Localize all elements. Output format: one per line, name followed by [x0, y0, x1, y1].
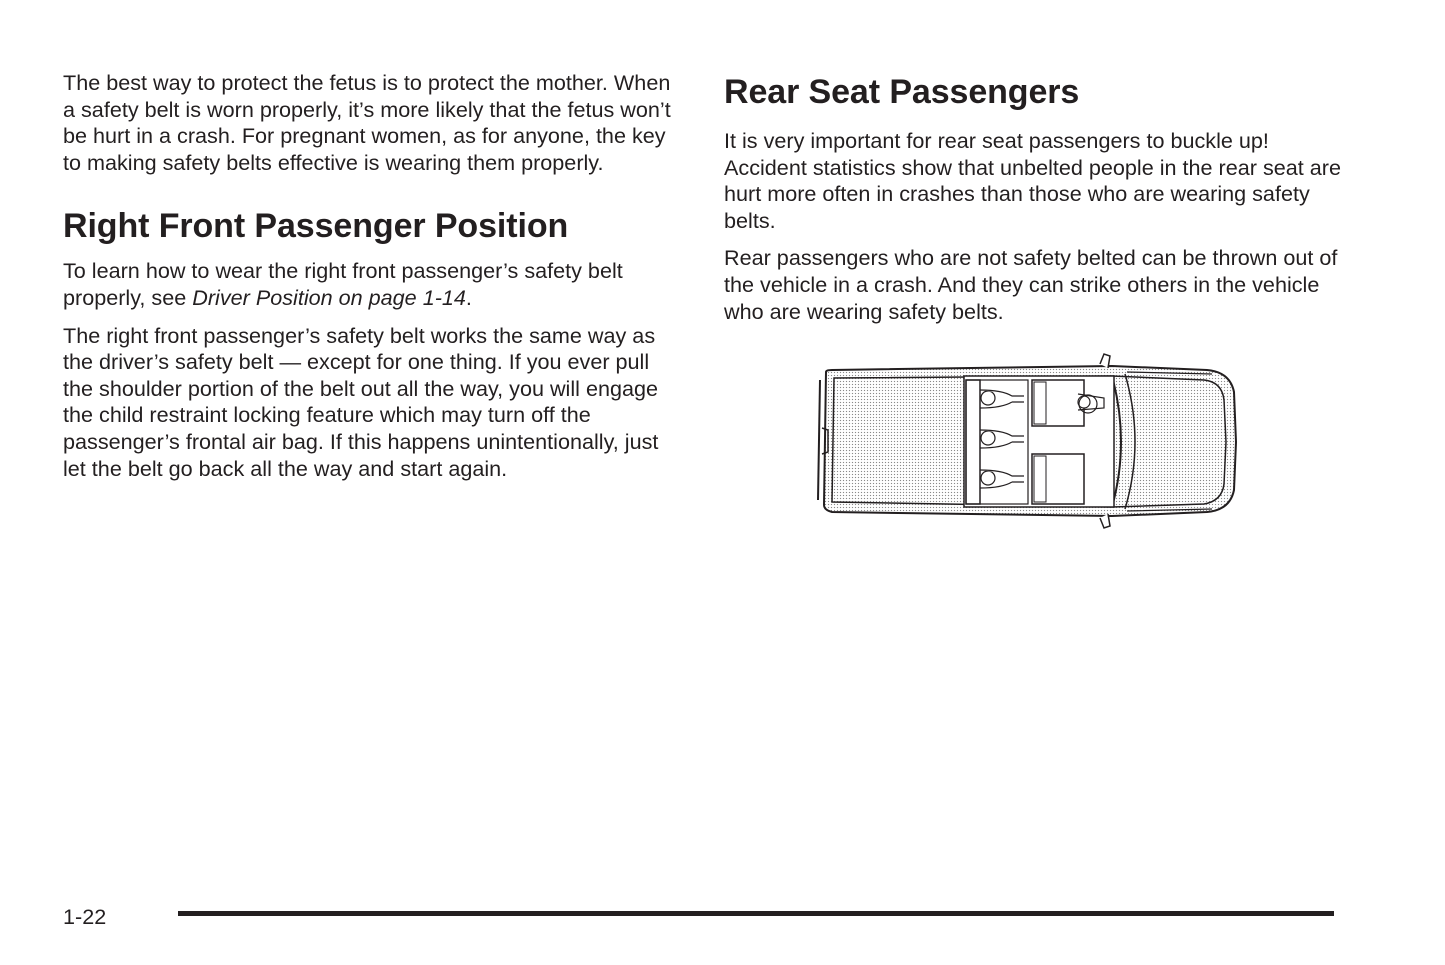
left-column	[63, 70, 678, 493]
right-front-passenger-paragraph-1	[63, 258, 678, 311]
paragraph-text: To learn how to wear the right front passenger’s safety belt properly, see	[63, 258, 623, 310]
right-front-passenger-paragraph-2: The right front passenger’s safety belt works the same way as the driver’s safety belt — except for one thing. If you ever pull the shoulder portion of the belt out all the way, you will engage the child restraint locking feature which may turn off the passenger’s frontal air bag. If this happens unintentionally, just let the belt go back all the way and start again.	[63, 322, 659, 481]
vehicle-top-view-illustration	[812, 350, 1242, 532]
page-number: 1-22	[63, 904, 107, 929]
rear-seat-passengers-heading: Rear Seat Passengers	[724, 73, 1080, 111]
paragraph-text-end: .	[465, 284, 472, 310]
rear-seat-paragraph-1: It is very important for rear seat passengers to buckle up! Accident statistics show that unbelted people in the rear seat are hurt more often in crashes than those who are wearing safety belts.	[724, 128, 1341, 233]
fetus-protection-paragraph: The best way to protect the fetus is to protect the mother. When a safety belt is worn properly, it’s more likely that the fetus won’t be hurt in a crash. For pregnant women, as for anyone, the key to making safety belts effective is wearing them properly.	[63, 70, 671, 175]
rear-seat-paragraph-2: Rear passengers who are not safety belted can be thrown out of the vehicle in a crash. And they can strike others in the vehicle who are wearing safety belts.	[724, 245, 1338, 324]
footer-rule	[178, 911, 1334, 916]
right-front-passenger-heading: Right Front Passenger Position	[63, 207, 569, 246]
right-column	[724, 70, 1344, 336]
driver-position-reference-link[interactable]: Driver Position on page 1-14	[192, 284, 466, 310]
vehicle-top-view-icon	[812, 350, 1242, 532]
